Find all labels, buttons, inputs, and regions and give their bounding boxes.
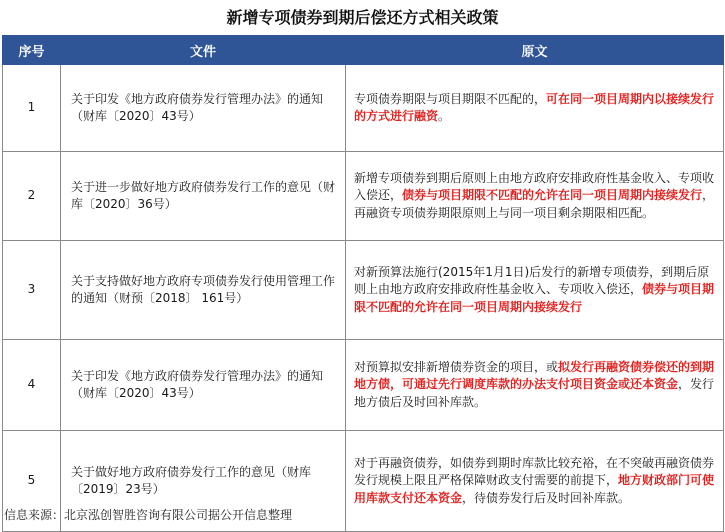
policy-table — [2, 35, 724, 532]
row-doc: 关于做好地方政府债券发行工作的意见（财库〔2019〕23号） — [61, 431, 346, 532]
header-text: 原文 — [346, 36, 724, 65]
row-text — [346, 65, 724, 152]
row-text-segment: ，待债券发行后及时回补库款。 — [462, 490, 631, 505]
table-row — [3, 340, 724, 431]
row-text-highlight: 债券与项目期限不匹配的允许在同一项目周期内接续发行 — [354, 282, 715, 314]
row-text-segment: ，再融资专项债券期限原则上与同一项目剩余期限相匹配。 — [354, 188, 715, 220]
row-text-segment: 对预算拟安排新增债券资金的项目，或 — [354, 359, 559, 374]
table-row — [3, 152, 724, 241]
header-doc: 文件 — [61, 36, 346, 65]
row-doc: 关于进一步做好地方政府债券发行工作的意见（财库〔2020〕36号） — [61, 152, 346, 241]
row-text-segment: 专项债券期限与项目期限不匹配的， — [354, 91, 547, 106]
row-doc: 关于印发《地方政府债券发行管理办法》的通知（财库〔2020〕43号） — [61, 65, 346, 152]
row-doc: 关于印发《地方政府债券发行管理办法》的通知（财库〔2020〕43号） — [61, 340, 346, 431]
row-no: 5 — [3, 431, 61, 532]
row-text — [346, 241, 724, 340]
row-doc: 关于支持做好地方政府专项债券发行使用管理工作的通知（财预〔2018〕 161号） — [61, 241, 346, 340]
row-text-highlight: 债券与项目期限不匹配的允许在同一项目周期内接续发行 — [402, 188, 703, 203]
row-no: 2 — [3, 152, 61, 241]
row-text — [346, 340, 724, 431]
row-text-segment: 。 — [438, 109, 451, 123]
row-text-segment: ，发行地方债后及时回补库款。 — [354, 377, 715, 409]
row-text-segment: 对于再融资债券，如债券到期时库款比较充裕，在不突破再融资债券发行规模上限且严格保障财政支付需要的前提下， — [354, 455, 715, 488]
table-row — [3, 241, 724, 340]
row-no: 4 — [3, 340, 61, 431]
row-text-segment: 对新预算法施行(2015年1月1日)后发行的新增专项债券，到期后原则上由地方政府安排政府性基金收入、专项收入偿还， — [354, 264, 710, 297]
row-text — [346, 152, 724, 241]
page-title: 新增专项债券到期后偿还方式相关政策 — [226, 8, 499, 27]
header-no: 序号 — [3, 36, 61, 65]
row-no: 3 — [3, 241, 61, 340]
table-header-row — [3, 36, 724, 65]
row-text-segment: 新增专项债券到期后原则上由地方政府安排政府性基金收入、专项收入偿还， — [354, 170, 715, 203]
row-no: 1 — [3, 65, 61, 152]
row-text-highlight: 可在同一项目周期内以接续发行的方式进行融资 — [354, 91, 715, 123]
table-row — [3, 65, 724, 152]
row-text-highlight: 地方财政部门可使用库款支付还本资金 — [354, 473, 715, 505]
source-note: 信息来源：北京泓创智胜咨询有限公司据公开信息整理 — [4, 508, 293, 522]
row-text — [346, 431, 724, 532]
row-text-highlight: 拟发行再融资债券偿还的到期地方债，可通过先行调度库款的办法支付项目资金或还本资金 — [354, 359, 715, 392]
